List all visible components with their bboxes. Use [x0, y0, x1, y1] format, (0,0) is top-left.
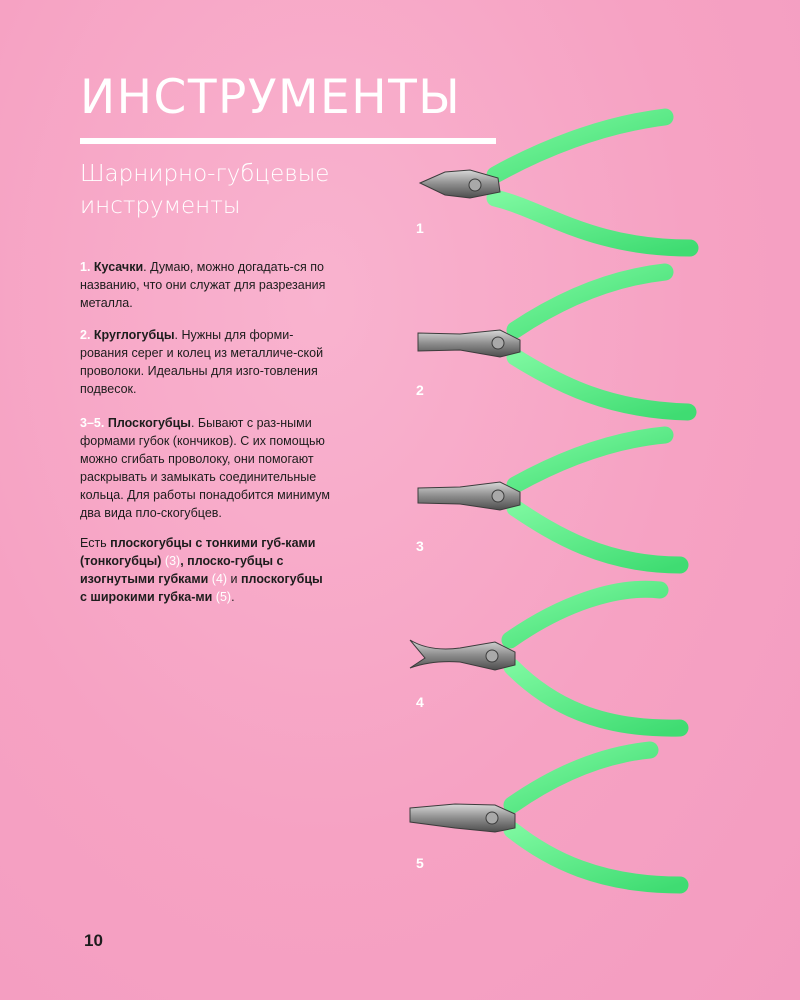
cutters-tool-1	[420, 117, 690, 248]
variant-sep-1: ,	[180, 554, 188, 568]
item-name-1: Кусачки	[93, 260, 144, 274]
figure-label-4: 4	[416, 694, 424, 710]
round-nose-pivot	[492, 337, 504, 349]
wide-jaw-pliers-tool-5	[410, 750, 680, 885]
page-number: 10	[84, 931, 103, 950]
variant-ref-3: (3)	[161, 554, 181, 568]
item-text-3: . Бывают с раз-ными формами губок (кончиков). С их помощью можно сгибать проволоку, они помогают раскрывать и замыкать соединительные кольца. Для работы понадобится минимум два вида пло-скогубцев.	[80, 416, 331, 520]
item-description-2	[80, 326, 330, 398]
pliers-variants-paragraph	[80, 534, 330, 606]
flat-nose-pliers-tool-3	[418, 435, 680, 565]
figure-label-2: 2	[416, 382, 424, 398]
item-description-3	[80, 414, 330, 522]
cutters-upper-handle	[495, 117, 665, 175]
variant-bent-jaw: плоско-губцы с изогнутыми губками	[80, 554, 284, 586]
page-title: ИНСТРУМЕНТЫ	[80, 70, 462, 125]
bent-nose-pliers-tool-4	[410, 589, 680, 728]
bent-jaw-upper-handle	[510, 589, 660, 640]
variants-intro: Есть	[80, 536, 111, 550]
wide-jaw-pivot	[486, 812, 498, 824]
item-number-3: 3–5.	[80, 416, 105, 430]
variant-sep-2: и	[227, 572, 241, 586]
item-number-2: 2.	[80, 328, 91, 342]
title-underline	[80, 138, 496, 144]
thin-jaw-pivot	[492, 490, 504, 502]
wide-jaw-upper-handle	[512, 750, 650, 805]
item-name-2: Круглогубцы	[93, 328, 175, 342]
variants-end: .	[231, 590, 235, 604]
variant-ref-4: (4)	[208, 572, 228, 586]
wide-jaw-jaws	[410, 804, 515, 832]
item-text-2: . Нужны для форми-рования серег и колец из металличе-ской проволоки. Идеальны для изго-товления подвесок.	[80, 328, 324, 396]
thin-jaw-lower-handle	[515, 508, 680, 565]
variant-ref-5: (5)	[212, 590, 232, 604]
wide-jaw-lower-handle	[512, 830, 680, 885]
cutters-pivot	[469, 179, 481, 191]
round-nose-jaws	[418, 330, 520, 357]
figure-label-5: 5	[416, 855, 424, 871]
cutters-lower-handle	[495, 198, 690, 248]
variant-wide-jaw: плоскогубцы с широкими губка-ми	[80, 572, 323, 604]
bent-jaw-lower-handle	[512, 667, 680, 728]
cutters-jaws	[420, 170, 500, 198]
round-nose-lower-handle	[515, 357, 688, 412]
bent-jaw-pivot	[486, 650, 498, 662]
section-subtitle: Шарнирно-губцевые инструменты	[80, 161, 330, 219]
round-nose-upper-handle	[515, 272, 665, 330]
figure-label-1: 1	[416, 220, 424, 236]
thin-jaw-upper-handle	[515, 435, 665, 485]
round-nose-pliers-tool-2	[418, 272, 688, 412]
figure-label-3: 3	[416, 538, 424, 554]
item-number-1: 1.	[80, 260, 91, 274]
variant-thin-jaw: плоскогубцы с тонкими губ-ками (тонкогубцы)	[80, 536, 316, 568]
item-description-1	[80, 258, 330, 312]
item-text-1: . Думаю, можно догадать-ся по названию, что они служат для разрезания металла.	[80, 260, 326, 310]
thin-jaw-jaws	[418, 482, 520, 510]
bent-jaw-jaws	[410, 640, 515, 670]
item-name-3: Плоскогубцы	[107, 416, 191, 430]
